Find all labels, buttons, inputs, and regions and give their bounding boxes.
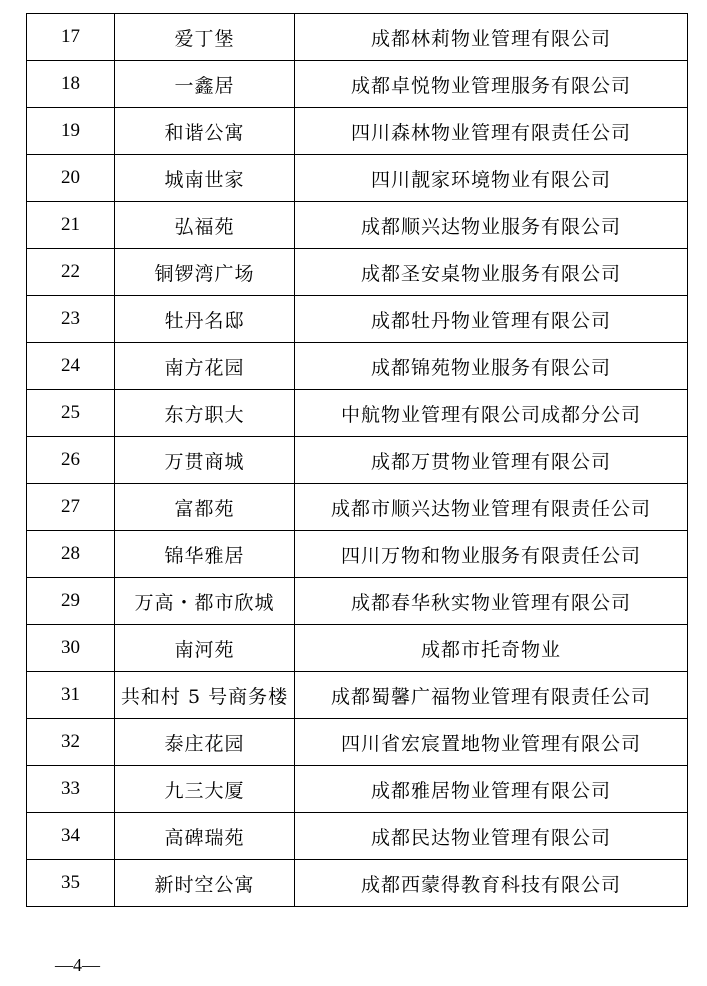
- property-name-cell: 九三大厦: [115, 766, 295, 813]
- management-company-cell: 成都卓悦物业管理服务有限公司: [295, 61, 688, 108]
- management-company-cell: 成都林莉物业管理有限公司: [295, 14, 688, 61]
- property-table: [26, 13, 688, 907]
- row-number-cell: 33: [27, 766, 115, 813]
- property-name-cell: 高碑瑞苑: [115, 813, 295, 860]
- management-company-cell: 四川省宏宸置地物业管理有限公司: [295, 719, 688, 766]
- row-number-cell: 28: [27, 531, 115, 578]
- row-number-cell: 34: [27, 813, 115, 860]
- management-company-cell: 成都雅居物业管理有限公司: [295, 766, 688, 813]
- row-number-cell: 19: [27, 108, 115, 155]
- table-row: [27, 531, 688, 578]
- property-name-cell: 爱丁堡: [115, 14, 295, 61]
- property-name-cell: 万贯商城: [115, 437, 295, 484]
- management-company-cell: 中航物业管理有限公司成都分公司: [295, 390, 688, 437]
- table-row: [27, 296, 688, 343]
- table-row: [27, 578, 688, 625]
- table-row: [27, 108, 688, 155]
- management-company-cell: 成都西蒙得教育科技有限公司: [295, 860, 688, 907]
- management-company-cell: 成都圣安桌物业服务有限公司: [295, 249, 688, 296]
- row-number-cell: 20: [27, 155, 115, 202]
- property-name-cell: 新时空公寓: [115, 860, 295, 907]
- table-row: [27, 249, 688, 296]
- property-name-cell: 共和村 5 号商务楼: [115, 672, 295, 719]
- table-row: [27, 719, 688, 766]
- management-company-cell: 四川靓家环境物业有限公司: [295, 155, 688, 202]
- property-name-cell: 铜锣湾广场: [115, 249, 295, 296]
- page-number: —4—: [55, 955, 100, 975]
- property-name-cell: 泰庄花园: [115, 719, 295, 766]
- property-name-cell: 牡丹名邸: [115, 296, 295, 343]
- property-name-cell: 南河苑: [115, 625, 295, 672]
- row-number-cell: 35: [27, 860, 115, 907]
- management-company-cell: 成都万贯物业管理有限公司: [295, 437, 688, 484]
- row-number-cell: 31: [27, 672, 115, 719]
- table-row: [27, 390, 688, 437]
- row-number-cell: 24: [27, 343, 115, 390]
- table-row: [27, 484, 688, 531]
- property-name-cell: 和谐公寓: [115, 108, 295, 155]
- property-name-cell: 弘福苑: [115, 202, 295, 249]
- table-row: [27, 813, 688, 860]
- table-row: [27, 61, 688, 108]
- property-name-cell: 南方花园: [115, 343, 295, 390]
- row-number-cell: 32: [27, 719, 115, 766]
- row-number-cell: 25: [27, 390, 115, 437]
- table-row: [27, 343, 688, 390]
- row-number-cell: 30: [27, 625, 115, 672]
- management-company-cell: 四川森林物业管理有限责任公司: [295, 108, 688, 155]
- row-number-cell: 23: [27, 296, 115, 343]
- property-name-cell: 锦华雅居: [115, 531, 295, 578]
- property-table-body: [27, 14, 688, 907]
- management-company-cell: 成都锦苑物业服务有限公司: [295, 343, 688, 390]
- row-number-cell: 29: [27, 578, 115, 625]
- management-company-cell: 成都顺兴达物业服务有限公司: [295, 202, 688, 249]
- row-number-cell: 18: [27, 61, 115, 108]
- management-company-cell: 成都民达物业管理有限公司: [295, 813, 688, 860]
- table-row: [27, 766, 688, 813]
- management-company-cell: 成都市托奇物业: [295, 625, 688, 672]
- management-company-cell: 成都市顺兴达物业管理有限责任公司: [295, 484, 688, 531]
- management-company-cell: 成都春华秋实物业管理有限公司: [295, 578, 688, 625]
- property-name-cell: 富都苑: [115, 484, 295, 531]
- row-number-cell: 17: [27, 14, 115, 61]
- row-number-cell: 26: [27, 437, 115, 484]
- row-number-cell: 22: [27, 249, 115, 296]
- table-row: [27, 14, 688, 61]
- row-number-cell: 21: [27, 202, 115, 249]
- table-row: [27, 437, 688, 484]
- property-name-cell: 东方职大: [115, 390, 295, 437]
- property-name-cell: 万高・都市欣城: [115, 578, 295, 625]
- row-number-cell: 27: [27, 484, 115, 531]
- management-company-cell: 四川万物和物业服务有限责任公司: [295, 531, 688, 578]
- table-row: [27, 625, 688, 672]
- property-name-cell: 一鑫居: [115, 61, 295, 108]
- management-company-cell: 成都蜀馨广福物业管理有限责任公司: [295, 672, 688, 719]
- property-table-container: [26, 13, 687, 907]
- table-row: [27, 860, 688, 907]
- table-row: [27, 672, 688, 719]
- table-row: [27, 202, 688, 249]
- table-row: [27, 155, 688, 202]
- property-name-cell: 城南世家: [115, 155, 295, 202]
- management-company-cell: 成都牡丹物业管理有限公司: [295, 296, 688, 343]
